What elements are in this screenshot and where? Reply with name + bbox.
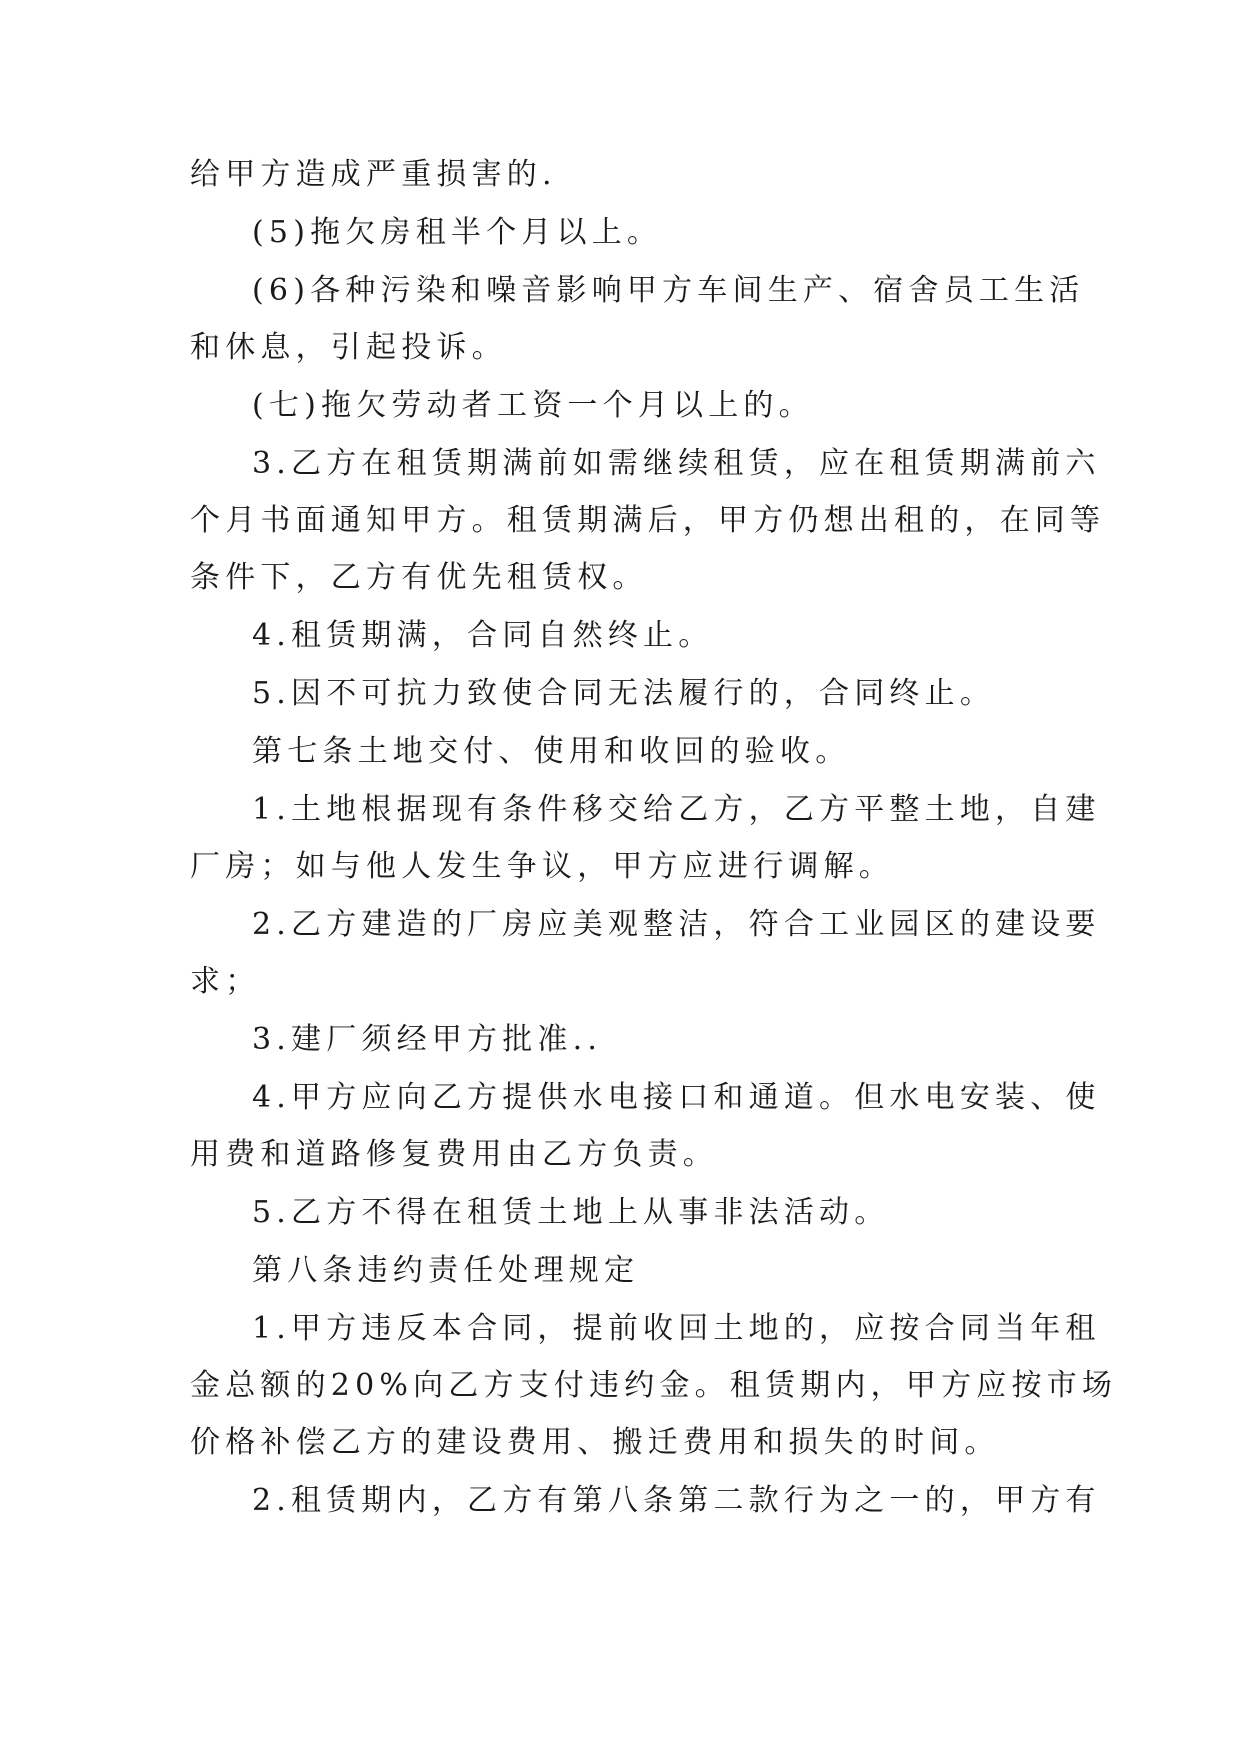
- paragraph-line: 5.因不可抗力致使合同无法履行的，合同终止。: [252, 676, 996, 711]
- section-heading: 第八条违约责任处理规定: [252, 1253, 640, 1288]
- paragraph-line: 1.土地根据现有条件移交给乙方，乙方平整土地，自建: [252, 792, 1101, 827]
- paragraph-line: 个月书面通知甲方。租赁期满后，甲方仍想出租的，在同等: [190, 503, 1106, 538]
- paragraph-line: 条件下，乙方有优先租赁权。: [190, 560, 648, 595]
- paragraph-line: 给甲方造成严重损害的.: [190, 157, 557, 192]
- section-heading: 第七条土地交付、使用和收回的验收。: [252, 734, 851, 769]
- paragraph-line: 厂房；如与他人发生争议，甲方应进行调解。: [190, 849, 894, 884]
- paragraph-line: 4.甲方应向乙方提供水电接口和通道。但水电安装、使: [252, 1080, 1101, 1115]
- document-body: [190, 155, 1118, 1520]
- paragraph-line: (6)各种污染和噪音影响甲方车间生产、宿舍员工生活: [252, 273, 1085, 308]
- paragraph-line: 4.租赁期满，合同自然终止。: [252, 618, 714, 653]
- paragraph-line: 5.乙方不得在租赁土地上从事非法活动。: [252, 1195, 890, 1230]
- paragraph-line: 求；: [190, 964, 261, 999]
- paragraph-line: 价格补偿乙方的建设费用、搬迁费用和损失的时间。: [190, 1425, 1000, 1460]
- paragraph-line: 1.甲方违反本合同，提前收回土地的，应按合同当年租: [252, 1311, 1101, 1346]
- paragraph-line: 3.乙方在租赁期满前如需继续租赁，应在租赁期满前六: [252, 446, 1101, 481]
- paragraph-line: 3.建厂须经甲方批准..: [252, 1022, 603, 1057]
- paragraph-line: (七)拖欠劳动者工资一个月以上的。: [252, 388, 814, 423]
- paragraph-line: (5)拖欠房租半个月以上。: [252, 215, 663, 250]
- paragraph-line: 金总额的20%向乙方支付违约金。租赁期内，甲方应按市场: [190, 1368, 1118, 1403]
- paragraph-line: 和休息，引起投诉。: [190, 330, 507, 365]
- paragraph-line: 2.乙方建造的厂房应美观整洁，符合工业园区的建设要: [252, 907, 1101, 942]
- paragraph-line: 用费和道路修复费用由乙方负责。: [190, 1137, 718, 1172]
- paragraph-line: 2.租赁期内，乙方有第八条第二款行为之一的，甲方有: [252, 1483, 1101, 1518]
